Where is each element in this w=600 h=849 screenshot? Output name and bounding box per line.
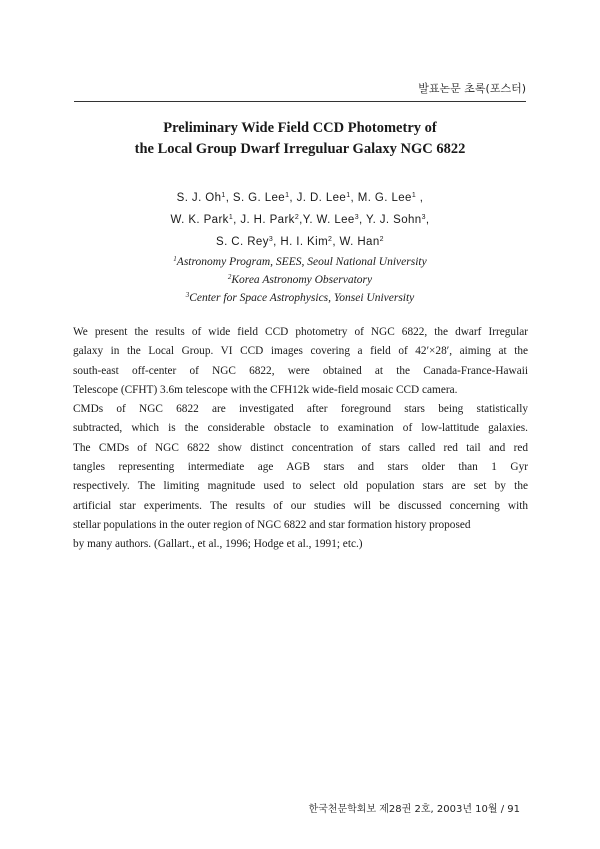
author-affiliation-mark: 2 xyxy=(328,236,333,243)
abstract-line: galaxy in the Local Group. VI CCD images covering a field of 42′×28′, aiming at the xyxy=(73,345,528,358)
author-separator: , xyxy=(359,214,366,226)
author-separator: , xyxy=(416,192,424,204)
author-line-1 xyxy=(0,187,600,209)
abstract-line: tangles representing intermediate age AGB stars and stars older than 1 Gyr xyxy=(73,461,528,474)
author-separator: , xyxy=(273,236,281,248)
affiliation-mark: 1 xyxy=(173,255,177,263)
author-separator: , xyxy=(332,236,340,248)
author-affiliation-mark: 3 xyxy=(354,214,360,221)
affiliation-list xyxy=(0,253,600,307)
author-list xyxy=(0,187,600,253)
abstract-line: We present the results of wide field CCD photometry of NGC 6822, the dwarf Irregular xyxy=(73,326,528,338)
paper-title xyxy=(0,118,600,160)
author-name: W. K. Park xyxy=(170,214,229,226)
author-separator: , xyxy=(225,192,233,204)
section-tag: 발표논문 초록(포스터) xyxy=(418,82,526,95)
author-affiliation-mark: 1 xyxy=(285,192,290,199)
abstract-line: The CMDs of NGC 6822 show distinct concentration of stars called red tail and red xyxy=(73,441,528,454)
author-affiliation-mark: 1 xyxy=(346,192,351,199)
title-line-1: Preliminary Wide Field CCD Photometry of xyxy=(163,120,437,136)
affiliation-text: Center for Space Astrophysics, Yonsei University xyxy=(189,292,415,304)
affiliation-1 xyxy=(0,253,600,271)
affiliation-3 xyxy=(0,289,600,307)
abstract xyxy=(73,323,528,555)
author-name: S. G. Lee xyxy=(232,192,286,204)
author-affiliation-mark: 1 xyxy=(411,192,417,199)
abstract-line: CMDs of NGC 6822 are investigated after foreground stars being statistically xyxy=(73,403,528,416)
author-separator: , xyxy=(233,214,241,226)
author-separator: , xyxy=(289,192,297,204)
author-separator: , xyxy=(425,214,430,226)
abstract-line: stellar populations in the outer region of NGC 6822 and star formation history proposed xyxy=(73,518,471,531)
author-name: Y. J. Sohn xyxy=(366,214,422,226)
author-affiliation-mark: 1 xyxy=(221,192,226,199)
author-name: J. D. Lee xyxy=(296,192,347,204)
author-name: J. H. Park xyxy=(240,214,295,226)
affiliation-2 xyxy=(0,271,600,289)
author-name: H. I. Kim xyxy=(280,236,329,248)
abstract-line: south-east off-center of NGC 6822, were obtained at the Canada-France-Hawaii xyxy=(73,364,528,377)
abstract-line: subtracted, which is the considerable obstacle to examination of low-lattitude galaxies. xyxy=(73,422,528,435)
header-rule xyxy=(74,101,526,102)
affiliation-text: Korea Astronomy Observatory xyxy=(231,274,373,286)
abstract-line: respectively. The limiting magnitude used to select old population stars are set by the xyxy=(73,480,528,493)
author-name: M. G. Lee xyxy=(357,192,412,204)
author-affiliation-mark: 1 xyxy=(228,214,234,221)
abstract-line: Telescope (CFHT) 3.6m telescope with the CFH12k wide-field mosaic CCD camera. xyxy=(73,383,458,396)
abstract-line: artificial star experiments. The results of our studies will be discussed concerning with xyxy=(73,499,528,512)
author-name: Y. W. Lee xyxy=(302,214,355,226)
affiliation-text: Astronomy Program, SEES, Seoul National University xyxy=(176,256,427,268)
abstract-line: by many authors. (Gallart., et al., 1996; Hodge et al., 1991; etc.) xyxy=(73,538,363,551)
author-separator: , xyxy=(299,214,303,226)
author-affiliation-mark: 2 xyxy=(294,214,300,221)
author-affiliation-mark: 3 xyxy=(421,214,426,221)
author-line-3 xyxy=(0,231,600,253)
author-name: S. C. Rey xyxy=(216,236,269,248)
author-affiliation-mark: 3 xyxy=(268,236,274,243)
author-affiliation-mark: 2 xyxy=(379,236,384,243)
author-name: W. Han xyxy=(339,236,380,248)
author-name: S. J. Oh xyxy=(176,192,222,204)
title-line-2: the Local Group Dwarf Irreguluar Galaxy NGC 6822 xyxy=(134,141,466,157)
author-line-2 xyxy=(0,209,600,231)
author-separator: , xyxy=(350,192,358,204)
journal-citation-footer: 한국천문학회보 제28권 2호, 2003년 10월 / 91 xyxy=(308,804,520,815)
affiliation-mark: 2 xyxy=(227,273,232,281)
affiliation-mark: 3 xyxy=(185,291,190,299)
